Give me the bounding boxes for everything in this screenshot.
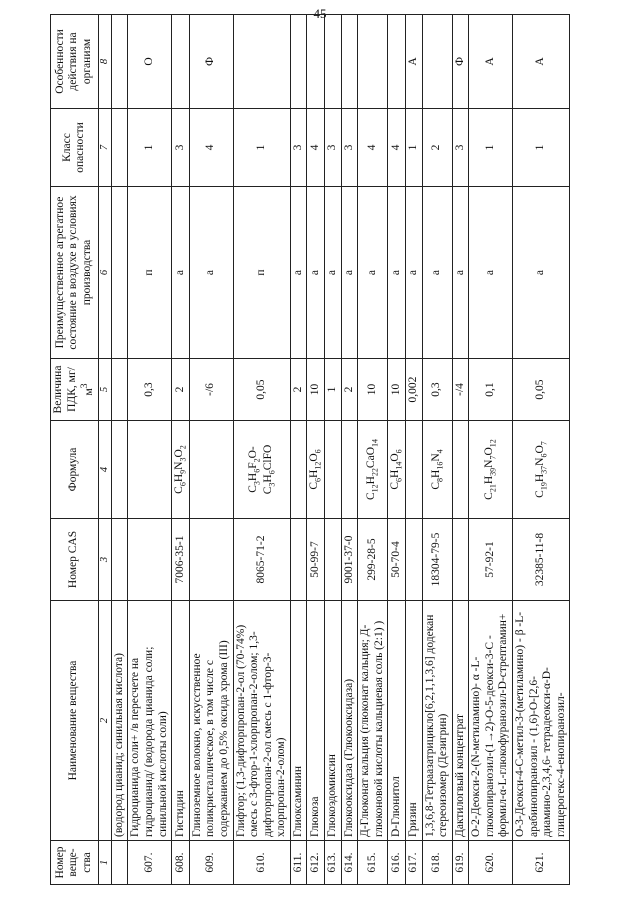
cell-state: а	[358, 187, 388, 359]
table-body	[111, 15, 569, 885]
cell-pdk: 0,05	[513, 359, 570, 421]
cell-name: Глюкооксидаза (Глюкооксидаза)	[341, 601, 358, 841]
page-number: 45	[313, 6, 327, 21]
cell-state: а	[172, 187, 190, 359]
cell-num: 621.	[513, 841, 570, 885]
cell-name: Гризин	[406, 601, 423, 841]
cell-num: 617.	[406, 841, 423, 885]
cell-num	[111, 841, 128, 885]
cell-feat	[388, 15, 406, 109]
cell-state: а	[422, 187, 452, 359]
cell-feat: Ф	[189, 15, 233, 109]
cell-formula	[325, 421, 342, 519]
cell-feat	[307, 15, 325, 109]
cell-pdk: -/4	[452, 359, 469, 421]
cell-formula	[128, 421, 172, 519]
cell-state: п	[128, 187, 172, 359]
header-row	[51, 15, 99, 885]
cell-name: Глиоксаминин	[290, 601, 307, 841]
cell-formula	[341, 421, 358, 519]
cell-formula	[111, 421, 128, 519]
cell-formula: $C_{19}H_{37}N_6O_7$	[513, 421, 570, 519]
table-row	[341, 15, 358, 885]
cell-num: 608.	[172, 841, 190, 885]
cell-formula	[406, 421, 423, 519]
cell-pdk: 0,3	[128, 359, 172, 421]
cell-feat	[422, 15, 452, 109]
cell-state: а	[189, 187, 233, 359]
cell-formula	[452, 421, 469, 519]
cell-name: Глиноземное волокно, искусственное поликристаллическое, в том числе с содержанием до 0,5% оксида хрома (III)	[189, 601, 233, 841]
cell-cas: 18304-79-5	[422, 519, 452, 601]
cell-cls: 3	[452, 109, 469, 187]
cell-name: Гистидин	[172, 601, 190, 841]
cell-pdk: 0,05	[233, 359, 290, 421]
cell-feat	[341, 15, 358, 109]
cell-formula: $C_6H_{12}O_6$	[307, 421, 325, 519]
cell-name: Дактилогвый концентрат	[452, 601, 469, 841]
table-row	[111, 15, 128, 885]
table-row	[358, 15, 388, 885]
cell-num: 620.	[469, 841, 513, 885]
cell-formula: $C_8H_{16}N_4$	[422, 421, 452, 519]
cell-name: Глюкоза	[307, 601, 325, 841]
cell-name: Глифтор; (1,3-дифторпропан-2-ол (70-74%) смесь с 3-фтор-1-хлорпропан-2-олом; 1,3-дифторпропан-2-ол смесь с 1-фтор-3-хлорпропан-2-олом)	[233, 601, 290, 841]
cell-cls: 4	[358, 109, 388, 187]
cell-cas	[111, 519, 128, 601]
table-row	[128, 15, 172, 885]
cell-feat	[233, 15, 290, 109]
table-row	[172, 15, 190, 885]
header-name: Наименование вещества	[51, 601, 99, 841]
col-index: 6	[98, 187, 111, 359]
cell-pdk: 0,3	[422, 359, 452, 421]
cell-formula: $C_{12}H_{22}CaO_{14}$	[358, 421, 388, 519]
cell-state: а	[325, 187, 342, 359]
cell-num: 610.	[233, 841, 290, 885]
header-num: Номер веще-ства	[51, 841, 99, 885]
cell-formula	[290, 421, 307, 519]
cell-name: О-3-Деокси-4-С-метил-3-(метиламино) - β -L- арабинопиранозил - (1,6)-О-[2,6-диамино-2,3,4,6- тетрадеокси-α-D-глицерогекс-4-енопиранозил-	[513, 601, 570, 841]
col-index: 4	[98, 421, 111, 519]
cell-feat	[358, 15, 388, 109]
cell-cas: 8065-71-2	[233, 519, 290, 601]
cell-cas	[452, 519, 469, 601]
table-row	[452, 15, 469, 885]
header-formula: Формула	[51, 421, 99, 519]
table-row	[189, 15, 233, 885]
cell-state	[111, 187, 128, 359]
cell-formula: $C_6H_{14}O_6$	[388, 421, 406, 519]
cell-pdk: 0,002	[406, 359, 423, 421]
cell-cls: 3	[290, 109, 307, 187]
cell-cls: 2	[422, 109, 452, 187]
header-class: Класс опасности	[51, 109, 99, 187]
cell-cas	[189, 519, 233, 601]
cell-cas: 50-70-4	[388, 519, 406, 601]
cell-state: п	[233, 187, 290, 359]
cell-cls: 4	[307, 109, 325, 187]
cell-cas: 50-99-7	[307, 519, 325, 601]
table-row	[406, 15, 423, 885]
cell-state: а	[341, 187, 358, 359]
header-state: Преимущественное агрегатное состояние в воздухе в условиях производства	[51, 187, 99, 359]
cell-pdk: 2	[341, 359, 358, 421]
cell-feat: А	[406, 15, 423, 109]
table-row	[388, 15, 406, 885]
cell-state: а	[452, 187, 469, 359]
cell-state: а	[388, 187, 406, 359]
cell-state: а	[406, 187, 423, 359]
cell-num: 618.	[422, 841, 452, 885]
hazard-table	[50, 14, 570, 885]
col-index: 5	[98, 359, 111, 421]
table-row	[233, 15, 290, 885]
cell-num: 616.	[388, 841, 406, 885]
header-features: Особенности действия на организм	[51, 15, 99, 109]
cell-name: О-2-Деокси-2-(N-метиламино)- α -L- глюкопиранозил-(1→2)-О-5-деокси-3-С - формил-α-L-глюкофуранозил-D-стрептамин+	[469, 601, 513, 841]
cell-pdk: 10	[358, 359, 388, 421]
cell-name: Д-Глюконат кальция (глюконат кальция; Д-глюконовой кислоты кальциевая соль (2:1) )	[358, 601, 388, 841]
table-row	[469, 15, 513, 885]
cell-name: (водород цианид; синильная кислота)	[111, 601, 128, 841]
header-cas: Номер CAS	[51, 519, 99, 601]
cell-formula: $C_3H_6F_2O-C_3H_6ClFO$	[233, 421, 290, 519]
cell-pdk: 10	[307, 359, 325, 421]
cell-num: 612.	[307, 841, 325, 885]
cell-name: D-Глюнитол	[388, 601, 406, 841]
cell-cas	[290, 519, 307, 601]
table-row	[290, 15, 307, 885]
cell-name: 1,3,6,8-Тетраазатрицикло[6,2,1,1,3,6] додекан стереоизомер (Дезигрин)	[422, 601, 452, 841]
cell-name: Глюкоэдомиксин	[325, 601, 342, 841]
cell-cls: 4	[388, 109, 406, 187]
cell-cas: 7006-35-1	[172, 519, 190, 601]
cell-name: Гидроцианида соли+ /в пересчете на гидроцианид/ (водорода цианида соли; синильной кислоты соли)	[128, 601, 172, 841]
cell-feat	[325, 15, 342, 109]
cell-feat: О	[128, 15, 172, 109]
cell-feat: Ф	[452, 15, 469, 109]
cell-pdk: -/6	[189, 359, 233, 421]
cell-pdk	[111, 359, 128, 421]
table-row	[422, 15, 452, 885]
cell-feat	[290, 15, 307, 109]
cell-pdk: 2	[290, 359, 307, 421]
cell-cls: 1	[469, 109, 513, 187]
cell-state: а	[290, 187, 307, 359]
cell-feat: А	[469, 15, 513, 109]
cell-cls: 3	[325, 109, 342, 187]
cell-num: 615.	[358, 841, 388, 885]
cell-formula: $C_6H_9N_3O_2$	[172, 421, 190, 519]
col-index: 3	[98, 519, 111, 601]
cell-num: 614.	[341, 841, 358, 885]
col-index: 1	[98, 841, 111, 885]
table-box	[50, 15, 620, 885]
cell-feat	[111, 15, 128, 109]
cell-state: а	[513, 187, 570, 359]
cell-state: а	[307, 187, 325, 359]
cell-cls	[111, 109, 128, 187]
header-pdk: Величина ПДК, $мг/м^3$	[51, 359, 99, 421]
cell-cls: 1	[513, 109, 570, 187]
cell-num: 619.	[452, 841, 469, 885]
col-index: 8	[98, 15, 111, 109]
table-row	[325, 15, 342, 885]
cell-cls: 3	[172, 109, 190, 187]
col-index: 2	[98, 601, 111, 841]
cell-pdk: 10	[388, 359, 406, 421]
cell-cas	[325, 519, 342, 601]
cell-cas	[406, 519, 423, 601]
cell-cls: 1	[233, 109, 290, 187]
cell-num: 611.	[290, 841, 307, 885]
cell-feat: А	[513, 15, 570, 109]
cell-pdk: 2	[172, 359, 190, 421]
cell-cls: 4	[189, 109, 233, 187]
cell-cls: 3	[341, 109, 358, 187]
table-row	[513, 15, 570, 885]
cell-num: 609.	[189, 841, 233, 885]
table-row	[307, 15, 325, 885]
cell-formula: $C_{21}H_{39}N_7O_{12}$	[469, 421, 513, 519]
cell-feat	[172, 15, 190, 109]
cell-formula	[189, 421, 233, 519]
cell-num: 607.	[128, 841, 172, 885]
cell-state: а	[469, 187, 513, 359]
cell-cas: 9001-37-0	[341, 519, 358, 601]
cell-cas: 32385-11-8	[513, 519, 570, 601]
column-index-row	[98, 15, 111, 885]
cell-cls: 1	[406, 109, 423, 187]
cell-cls: 1	[128, 109, 172, 187]
cell-num: 613.	[325, 841, 342, 885]
cell-cas: 299-28-5	[358, 519, 388, 601]
cell-pdk: 1	[325, 359, 342, 421]
cell-cas: 57-92-1	[469, 519, 513, 601]
col-index: 7	[98, 109, 111, 187]
cell-cas	[128, 519, 172, 601]
cell-pdk: 0,1	[469, 359, 513, 421]
